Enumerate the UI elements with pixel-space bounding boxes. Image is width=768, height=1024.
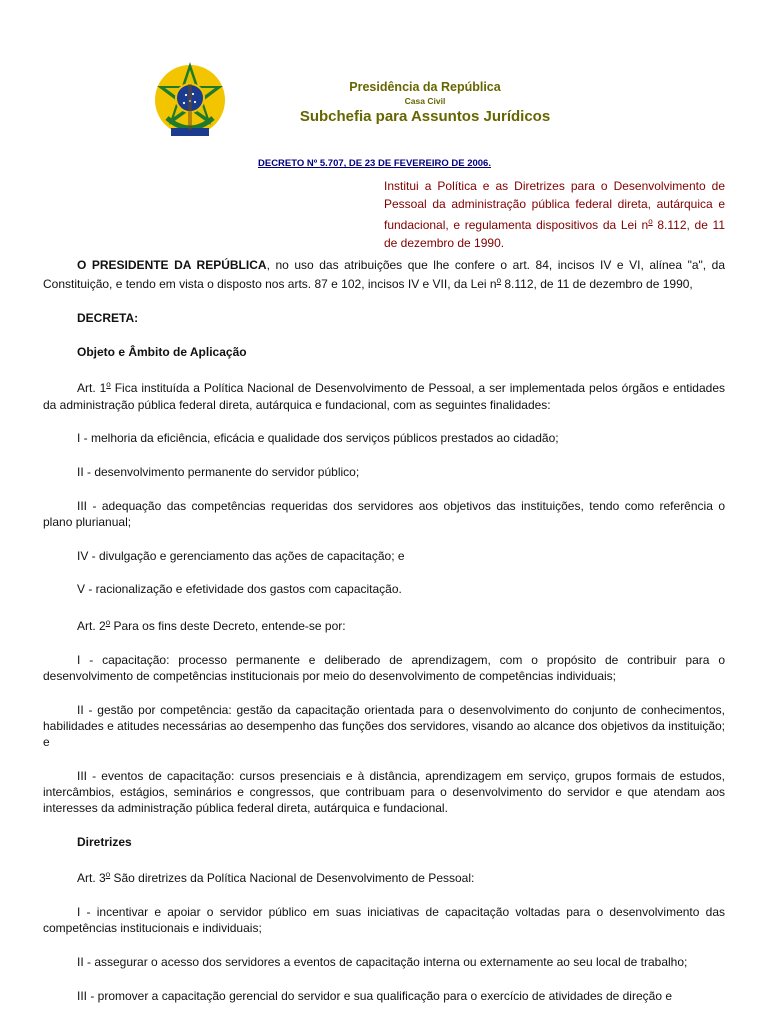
preamble-ordinal: o [496,276,502,286]
article-text: São diretrizes da Política Nacional de Desenvolvimento de Pessoal: [110,871,475,886]
art3-item: III - promover a capacitação gerencial do servidor e sua qualificação para o exercício de atividades de direção e [77,988,673,1003]
ementa-text: Institui a Política e as Diretrizes para o Desenvolvimento de Pessoal da administração pública federal direta, autárquica e fundacional, e regulamenta dispositivos da Lei n [384,179,725,232]
coat-of-arms-icon [149,58,231,142]
article-ordinal: o [105,617,111,627]
decree-body [43,257,725,1021]
ementa-text-end: 8.112, de 11 de dezembro de 1990. [384,218,725,250]
preamble-lead: O PRESIDENTE DA REPÚBLICA [77,258,267,272]
article-ordinal: o [106,380,111,390]
ementa-ordinal: o [648,217,653,226]
decree-ementa [384,178,725,252]
art1-item: III - adequação das competências requeridas dos servidores aos objetivos das instituições, tendo como referência o plano plurianual; [43,498,725,529]
section-heading-objeto: Objeto e Âmbito de Aplicação [77,344,247,359]
article-ordinal: o [105,870,111,880]
art1-item: V - racionalização e efetividade dos gastos com capacitação. [77,582,402,597]
art3-item: I - incentivar e apoiar o servidor público em suas iniciativas de capacitação voltadas para o desenvolvimento das competências institucionais e individuais; [43,905,725,936]
article-1 [43,377,725,412]
article-label: Art. 3 [77,871,106,886]
article-2 [43,615,725,634]
art3-item: II - assegurar o acesso dos servidores a eventos de capacitação interna ou externamente ao seu local de trabalho; [77,955,688,970]
art1-item: I - melhoria da eficiência, eficácia e qualidade dos serviços públicos prestados ao cidadão; [77,431,559,446]
subchefia-heading: Subchefia para Assuntos Jurídicos [299,108,551,125]
presidencia-heading: Presidência da República [349,80,501,94]
casa-civil-subheading: Casa Civil [404,96,446,106]
preamble-text-end: 8.112, de 11 de dezembro de 1990, [501,277,693,292]
art1-item: II - desenvolvimento permanente do servidor público; [77,464,360,479]
art2-item: III - eventos de capacitação: cursos presenciais e à distância, aprendizagem em serviço, grupos formais de estudos, intercâmbios, estágios, seminários e congressos, que contribuam para o desenvolvimento do servidor e que atendam aos interesses da administração pública federal direta, autárquica e fundacional. [43,768,725,816]
document-header [260,78,590,128]
art2-item: I - capacitação: processo permanente e deliberado de aprendizagem, com o propósito de contribuir para o desenvolvimento de competências institucionais por meio do desenvolvimento de competências individuais; [43,652,725,683]
article-text: Fica instituída a Política Nacional de Desenvolvimento de Pessoal, a ser implementada pelos órgãos e entidades da administração pública federal direta, autárquica e fundacional, com as seguintes finalidades: [43,381,725,412]
article-label: Art. 1 [77,381,107,396]
article-3 [43,867,725,886]
article-text: Para os fins deste Decreto, entende-se por: [110,618,346,633]
decree-title-link[interactable]: DECRETO Nº 5.707, DE 23 DE FEVEREIRO DE 2006. [258,158,491,169]
article-label: Art. 2 [77,618,106,633]
preamble-paragraph [43,257,725,292]
decreta-heading: DECRETA: [77,310,139,325]
section-heading-diretrizes: Diretrizes [77,834,132,849]
art2-item: II - gestão por competência: gestão da capacitação orientada para o desenvolvimento do conjunto de conhecimentos, habilidades e atitudes necessárias ao desempenho das funções dos servidores, visando ao alcance dos objetivos da instituição; e [43,702,725,749]
preamble-text: , no uso das atribuições que lhe confere o art. 84, incisos IV e VI, alínea "a", da Constituição, e tendo em vista o disposto nos arts. 87 e 102, incisos IV e VII, da Lei n [43,258,726,292]
art1-item: IV - divulgação e gerenciamento das ações de capacitação; e [77,548,405,563]
